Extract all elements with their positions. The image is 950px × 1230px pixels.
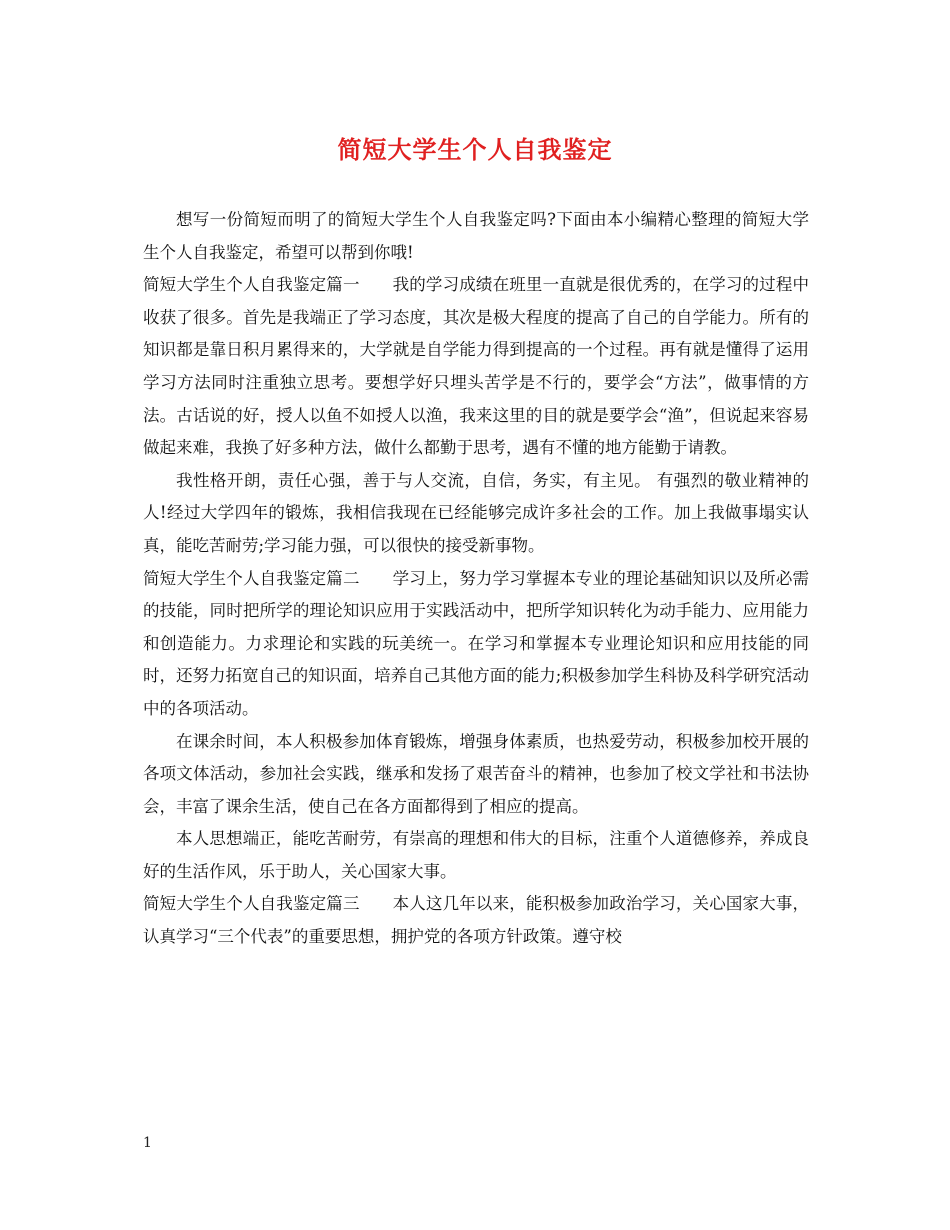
section-3-heading: 简短大学生个人自我鉴定篇三 xyxy=(143,894,360,914)
section-3-paragraph xyxy=(143,888,809,953)
section-1-paragraph-2: 我性格开朗，责任心强，善于与人交流，自信，务实，有主见。 有强烈的敬业精神的人!经过大学四年的锻炼，我相信我现在已经能够完成许多社会的工作。加上我做事塌实认真，能吃苦耐劳;学习能力强，可以很快的接受新事物。 xyxy=(143,470,809,555)
section-2-paragraph xyxy=(143,563,809,726)
section-3-text: 本人这几年以来，能积极参加政治学习，关心国家大事，认真学习“三个代表”的重要思想，拥护党的各项方针政策。遵守校 xyxy=(143,894,810,947)
section-1-paragraph xyxy=(143,269,809,465)
section-2-heading: 简短大学生个人自我鉴定篇二 xyxy=(143,568,360,588)
section-2-text: 学习上，努力学习掌握本专业的理论基础知识以及所必需的技能，同时把所学的理论知识应用于实践活动中，把所学知识转化为动手能力、应用能力和创造能力。力求理论和实践的玩美统一。在学习和掌握本专业理论知识和应用技能的同时，还努力拓宽自己的知识面，培养自己其他方面的能力;积极参加学生科协及科学研究活动中的各项活动。 xyxy=(143,568,810,718)
section-2-paragraph-3: 本人思想端正，能吃苦耐劳，有崇高的理想和伟大的目标，注重个人道德修养，养成良好的生活作风，乐于助人，关心国家大事。 xyxy=(143,829,809,881)
document-title: 简短大学生个人自我鉴定 xyxy=(337,135,613,164)
section-1-text: 我的学习成绩在班里一直就是很优秀的，在学习的过程中收获了很多。首先是我端正了学习态度，其次是极大程度的提高了自己的自学能力。所有的知识都是靠日积月累得来的，大学就是自学能力得到提高的一个过程。再有就是懂得了运用学习方法同时注重独立思考。要想学好只埋头苦学是不行的，要学会“方法”，做事情的方法。古话说的好，授人以鱼不如授人以渔，我来这里的目的就是要学会“渔”，但说起来容易做起来难，我换了好多种方法，做什么都勤于思考，遇有不懂的地方能勤于请教。 xyxy=(143,275,810,458)
intro-paragraph: 想写一份简短而明了的简短大学生个人自我鉴定吗?下面由本小编精心整理的简短大学生个人自我鉴定，希望可以帮到你哦! xyxy=(143,210,809,262)
page-number: 1 xyxy=(143,1135,152,1151)
document-body xyxy=(143,204,809,954)
section-2-paragraph-2: 在课余时间，本人积极参加体育锻炼，增强身体素质，也热爱劳动，积极参加校开展的各项文体活动，参加社会实践，继承和发扬了艰苦奋斗的精神，也参加了校文学社和书法协会，丰富了课余生活，使自己在各方面都得到了相应的提高。 xyxy=(143,731,809,816)
section-1-heading: 简短大学生个人自我鉴定篇一 xyxy=(143,275,360,295)
